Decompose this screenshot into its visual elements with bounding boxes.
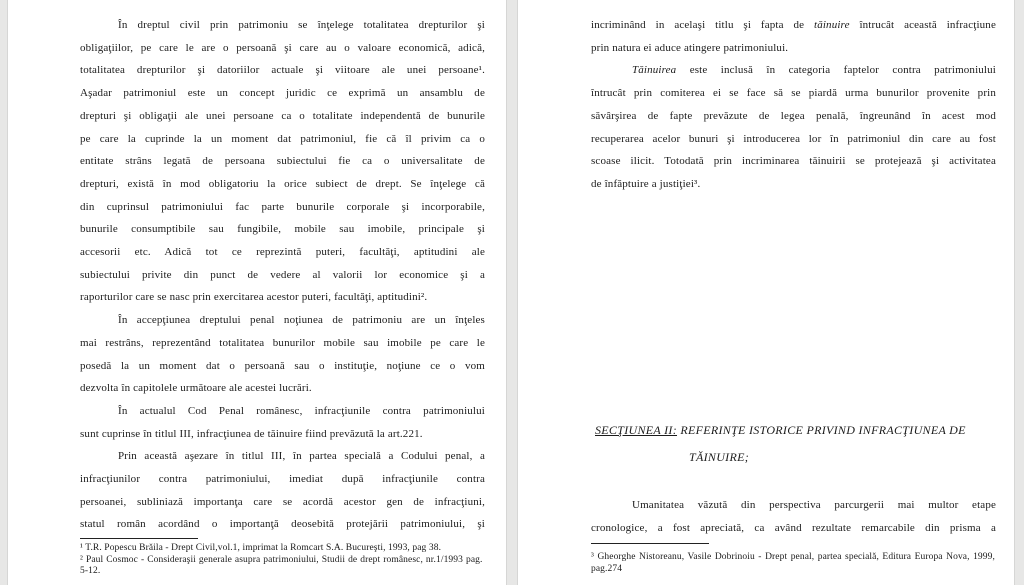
text-line [591,128,996,151]
text-run: subiectului privite din punct de vedere al valorii lor economice şi a [80,268,485,281]
text-line [80,377,485,400]
right-page-body-text [591,14,996,196]
text-run: accesorii etc. Adică tot ce reprezintă puteri, facultăţi, aptitudini ale [80,246,485,259]
text-line [80,59,485,82]
text-line [80,264,485,287]
section-heading [595,417,1000,471]
text-run: În accepţiunea dreptului penal noţiunea de patrimoniu are un înţeles [118,314,485,327]
text-run: incriminând in acelaşi titlu şi fapta de [591,19,814,31]
text-run: Tăinuirea [632,64,677,77]
text-line [80,286,485,309]
footnote-separator [80,538,198,539]
text-line [80,355,485,378]
text-run: recuperarea acelor bunuri şi introducerea lor în patrimoniul din care au fost [591,132,996,145]
text-line [80,423,485,446]
text-run: drepturi şi obligaţii ale unei persoane ca o totalitate independentă de bunurile [80,109,485,122]
text-run: SECŢIUNEA II: [595,423,678,437]
text-run: tăinuire [813,19,850,31]
text-line [80,491,485,514]
text-run: persoanei, subliniază importanţa care se acordă acestor gen de infracţiuni, [80,495,485,508]
text-run: întrucât această infracţiune [849,19,996,31]
right-page-section-paragraph [591,494,996,539]
text-run: raporturilor care se nasc prin exercitarea acestor puteri, facultăţi, aptitudini². [80,291,428,304]
text-run: de înfăptuire a justiţiei³. [591,177,701,190]
text-line [80,173,485,196]
text-line [591,173,996,196]
text-line [595,444,1000,471]
text-run: pe care la cuprinde la un moment dat patrimoniul, fie că îl privim ca o [80,132,485,145]
text-line [80,309,485,332]
text-line [591,517,996,540]
text-line [80,513,485,536]
text-line [80,555,483,567]
text-line [80,445,485,468]
text-line [80,150,485,173]
text-line [80,105,485,128]
text-run: În actualul Cod Penal românesc, infracţiunile contra patrimoniului [118,404,485,417]
text-run: Prin această aşezare în titlul III, în partea specială a Codului penal, a [118,450,485,463]
text-run: cronologice, a fost apreciată, ca având rezultate remarcabile din prisma a [591,521,996,534]
text-run: bunurile consumptibile sau fungibile, mobile sau imobile, principale şi [80,223,485,236]
text-run: REFERINŢE ISTORICE PRIVIND INFRACŢIUNEA DE [677,423,966,437]
text-line [80,82,485,105]
text-line [591,82,996,105]
text-run: statul român acordând o importanţă deosebită protejării patrimoniului, şi [80,518,485,531]
text-line [591,552,996,564]
text-run: mai restrâns, reprezentând totalitatea bunurilor mobile sau imobile pe care le [80,336,485,349]
text-line [80,400,485,423]
document-page-right [517,0,1014,585]
footnote-separator [591,543,709,544]
text-line [591,14,996,37]
text-line [80,14,485,37]
text-line [80,218,485,241]
text-run: ¹ T.R. Popescu Brăila - Drept Civil,vol.1, imprimat la Romcart S.A. Bucureşti, 1993, pag 38. [80,543,442,553]
text-line [80,332,485,355]
text-run: entitate strâns legată de persoana subiectului fie ca o universalitate de [80,155,485,168]
left-margin-gutter [0,0,8,585]
text-run: drepturi, există în mod obligatoriu la orice subiect de drept. Se înţelege că [80,177,485,190]
text-run: prin natura ei aduce atingere patrimoniului. [591,41,789,54]
text-line [80,241,485,264]
text-line [591,150,996,173]
text-run: posedă la un moment dat o persoană sau o instituţie, noţiune ce o vom [80,359,485,372]
text-run: ³ Gheorghe Nistoreanu, Vasile Dobrinoiu - Drept penal, partea specială, Editura Europa Nova, 1999, [591,552,995,562]
text-run: sunt cuprinse în titlul III, infracţiunea de tăinuire fiind prevăzută la art.221. [80,427,423,440]
text-run: este inclusă în categoria faptelor contra patrimoniului [676,64,996,77]
text-line [591,564,996,576]
text-run: dezvolta în capitolele următoare ale acestei lucrări. [80,382,312,395]
text-run: scoase ilicit. Totodată prin incriminarea tăinuirii se protejează şi activitatea [591,155,996,168]
text-run: din cuprinsul patrimoniului fac parte bunurile corporale şi incorporabile, [80,200,485,213]
text-run: Umanitatea văzută din perspectiva parcurgerii mai multor etape [632,499,996,511]
text-run: Aşadar patrimoniul este un concept juridic ce exprimă un ansamblu de [80,87,485,100]
text-run: TĂINUIRE; [689,450,750,464]
document-page-left [8,0,506,585]
text-line [80,37,485,60]
text-line [591,494,996,517]
page-divider [506,0,518,585]
right-margin-gutter [1014,0,1024,585]
text-run: pag.274 [591,563,623,574]
text-run: întrucât prin comiterea ei se face să se piardă urma bunurilor provenite prin [591,87,996,100]
text-line [591,37,996,60]
text-run: 5-12. [80,566,101,577]
text-run: totalitatea drepturilor şi datoriilor actuale şi viitoare ale unei persoane¹. [80,64,485,77]
text-run: infracţiunilor contra patrimoniului, imediat după infracţiunile contra [80,473,485,486]
text-run: obligaţiilor, pe care le are o persoană şi care au o valoare economică, adică, [80,41,485,54]
text-run: săvârşirea de fapte prevăzute de legea penală, îngreunând în acest mod [591,109,996,122]
text-line [80,566,483,578]
text-line [591,105,996,128]
left-page-body-text [80,14,485,536]
text-line [591,59,996,82]
text-run: În dreptul civil prin patrimoniu se înţelege totalitatea drepturilor şi [118,19,485,31]
text-line [80,196,485,219]
text-line [80,468,485,491]
text-line [80,543,483,555]
left-page-footnotes [80,543,483,578]
text-run: ² Paul Cosmoc - Consideraşii generale asupra patrimoniului, Studii de drept românesc, nr.1/1993 pag. [80,554,483,565]
right-page-footnotes [591,552,996,575]
text-line [595,417,1000,444]
text-line [80,128,485,151]
